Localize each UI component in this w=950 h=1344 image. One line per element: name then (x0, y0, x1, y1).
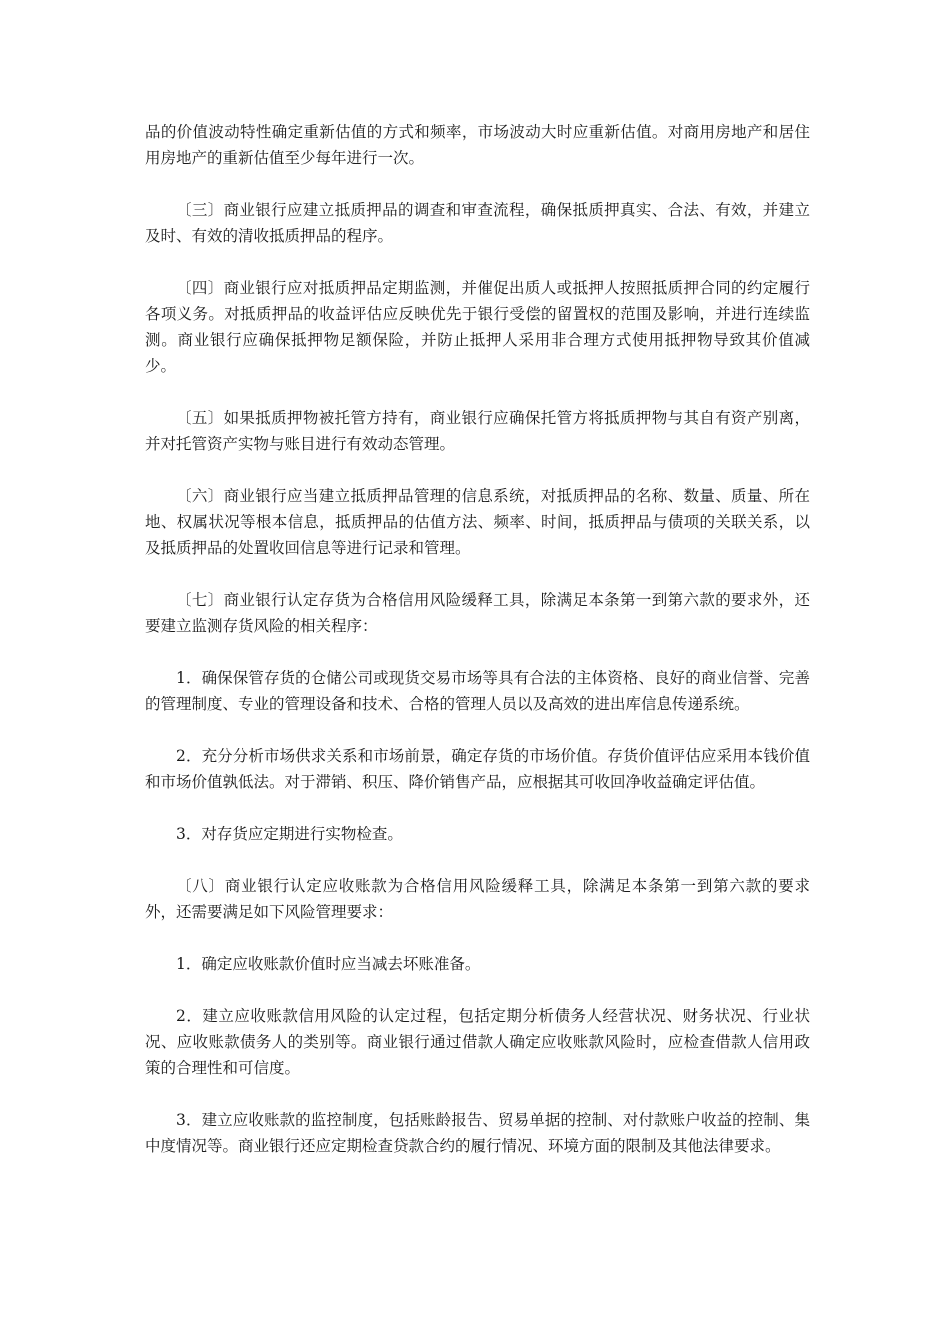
paragraph-clause-8-item-3: 3．建立应收账款的监控制度，包括账龄报告、贸易单据的控制、对付款账户收益的控制、集中度情况等。商业银行还应定期检查贷款合约的履行情况、环境方面的限制及其他法律要求。 (145, 1111, 810, 1155)
document-body (145, 119, 810, 1159)
paragraph-clause-4: 〔四〕商业银行应对抵质押品定期监测，并催促出质人或抵押人按照抵质押合同的约定履行各项义务。对抵质押品的收益评估应反映优先于银行受偿的留置权的范围及影响，并进行连续监测。商业银行应确保抵押物足额保险，并防止抵押人采用非合理方式使用抵押物导致其价值减少。 (145, 279, 810, 375)
paragraph-clause-8-item-2: 2．建立应收账款信用风险的认定过程，包括定期分析债务人经营状况、财务状况、行业状况、应收账款债务人的类别等。商业银行通过借款人确定应收账款风险时，应检查借款人信用政策的合理性和可信度。 (145, 1007, 810, 1077)
paragraph-clause-8: 〔八〕商业银行认定应收账款为合格信用风险缓释工具，除满足本条第一到第六款的要求外，还需要满足如下风险管理要求： (145, 877, 810, 921)
paragraph-clause-7-item-2: 2．充分分析市场供求关系和市场前景，确定存货的市场价值。存货价值评估应采用本钱价值和市场价值孰低法。对于滞销、积压、降价销售产品，应根据其可收回净收益确定评估值。 (145, 747, 810, 791)
paragraph-clause-7-item-1: 1．确保保管存货的仓储公司或现货交易市场等具有合法的主体资格、良好的商业信誉、完善的管理制度、专业的管理设备和技术、合格的管理人员以及高效的进出库信息传递系统。 (145, 669, 810, 713)
paragraph-clause-5: 〔五〕如果抵质押物被托管方持有，商业银行应确保托管方将抵质押物与其自有资产别离，并对托管资产实物与账目进行有效动态管理。 (145, 409, 810, 453)
paragraph-clause-8-item-1: 1．确定应收账款价值时应当减去坏账准备。 (176, 955, 481, 973)
paragraph-clause-7: 〔七〕商业银行认定存货为合格信用风险缓释工具，除满足本条第一到第六款的要求外，还要建立监测存货风险的相关程序： (145, 591, 810, 635)
paragraph-clause-7-item-3: 3．对存货应定期进行实物检查。 (176, 825, 403, 843)
paragraph-clause-6: 〔六〕商业银行应当建立抵质押品管理的信息系统，对抵质押品的名称、数量、质量、所在地、权属状况等根本信息，抵质押品的估值方法、频率、时间，抵质押品与债项的关联关系，以及抵质押品的处置收回信息等进行记录和管理。 (145, 487, 810, 557)
paragraph-clause-3: 〔三〕商业银行应建立抵质押品的调查和审查流程，确保抵质押真实、合法、有效，并建立及时、有效的清收抵质押品的程序。 (145, 201, 810, 245)
paragraph-continuation: 品的价值波动特性确定重新估值的方式和频率，市场波动大时应重新估值。对商用房地产和居住用房地产的重新估值至少每年进行一次。 (145, 123, 810, 167)
